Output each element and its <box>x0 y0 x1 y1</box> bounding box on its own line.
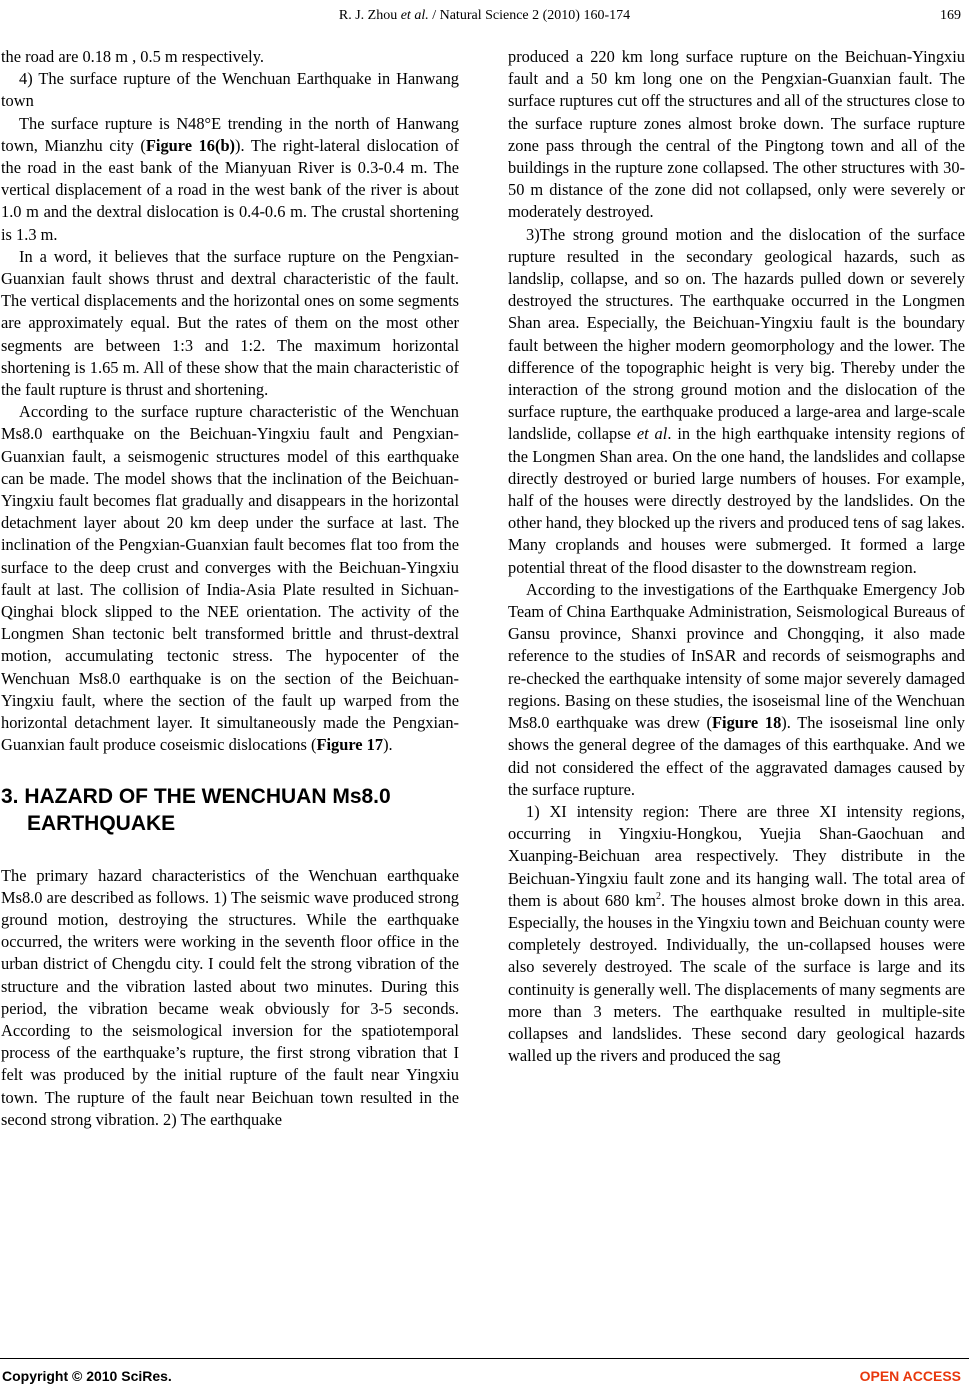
running-title-et-al: et al. <box>400 8 429 23</box>
text-run: 3)The strong ground motion and the dislocation of the surface rupture resulted in the secondary geological hazards, such as landslip, collapse, and so on. The hazards pulled down or severely destroyed the structures. The earthquake occurred in the Longmen Shan area. Especially, the Beichuan-Yingxiu fault is the boundary fault between the higher modern geomorphology and the lower. The difference of the topographic height is very big. Thereby under the interaction of the strong ground motion and the dislocation of the surface rupture, the earthquake produced a large-area and large-scale landslide, collapse <box>508 224 965 444</box>
paragraph <box>508 224 965 579</box>
paragraph: produced a 220 km long surface rupture on the Beichuan-Yingxiu fault and a 50 km long one on the Pengxian-Guanxian fault. The surface ruptures cut off the structures and all of the structures close to the surface rupture zones almost broke down. The surface rupture zone pass through the central of the Pingtong town and all of the buildings in the rupture zone collapsed. The other structures with 30-50 m distance of the zone did not collapsed, only were severely or moderately destroyed. <box>508 47 965 222</box>
text-run: The surface rupture is N48°E trending in the north of Hanwang town, Mianzhu city ( <box>1 113 459 155</box>
text-run: . in the high earthquake intensity regions of the Longmen Shan area. On the one hand, the landslides and collapse directly destroyed or buried large numbers of houses. For example, half of the houses were directly destroyed by the landslides. On the other hand, they blocked up the rivers and produced tens of sag lakes. Many croplands and houses were submerged. It formed a large potential threat of the flood disaster to the downstream region. <box>508 424 965 577</box>
page-number: 169 <box>940 8 961 23</box>
figure-reference: Figure 16(b) <box>145 135 236 155</box>
text-run: According to the investigations of the Earthquake Emergency Job Team of China Earthquake Administration, Seismological Bureaus of Gansu province, Shanxi province and Chongqing, it also made reference to the studies of InSAR and records of seismographs and re-checked the earthquake intensity of some major severely damaged regions. Basing on these studies, the isoseismal line of the Wenchuan Ms8.0 earthquake was drew ( <box>508 579 965 733</box>
paragraph <box>508 801 965 1067</box>
right-column <box>508 46 965 1067</box>
section-heading: 3. HAZARD OF THE WENCHUAN Ms8.0 EARTHQUAKE <box>1 784 391 835</box>
paragraph: the road are 0.18 m , 0.5 m respectively. <box>1 47 264 66</box>
paragraph: The primary hazard characteristics of the Wenchuan earthquake Ms8.0 are described as follows. 1) The seismic wave produced strong ground motion, destroying the structures. While the earthquake occurred, the writers were working in the seventh floor office in the urban district of Chengdu city. I could felt the strong vibration of the structure and the vibration lasted about two minutes. During this period, the vibration became weak obviously for 3-5 seconds. According to the seismological inversion for the spatiotemporal process of the earthquake’s rupture, the first strong vibration that I felt was produced by the initial rupture of the fault near Yingxiu town. The rupture of the fault near Beichuan town resulted in the second strong vibration. 2) The earthquake <box>1 865 459 1129</box>
superscript: 2 <box>656 890 662 902</box>
page-footer <box>0 1358 969 1388</box>
running-header <box>0 6 969 26</box>
text-run: . The houses almost broke down in this area. Especially, the houses in the Yingxiu town and Beichuan county were completely destroyed. Individually, the un-collapsed houses were also severely destroyed. The scale of the surface is large and its continuity is generally well. The displacements of many segments are more than 3 meters. The earthquake resulted in multiple-site collapses and landslides. These second dary geological hazards walled up the rivers and produced the sag <box>508 890 965 1066</box>
text-run: ). <box>383 735 393 755</box>
text-run: 1) XI intensity region: There are three XI intensity regions, occurring in Yingxiu-Hongkou, Yuejia Shan-Gaochuan and Xuanping-Beichuan area respectively. They distribute in the Beichuan-Yingxiu fault zone and its hanging wall. The total area of them is about 680 km <box>508 801 965 910</box>
paragraph <box>1 401 459 756</box>
running-title-authors: R. J. Zhou <box>338 8 401 23</box>
paragraph: In a word, it believes that the surface rupture on the Pengxian-Guanxian fault shows thrust and dextral characteristic of the fault. The vertical displacements and the horizontal ones on some segments are approximately equal. But the rates of them on the most other segments are between 1:3 and 1:2. The maximum horizontal shortening is 1.65 m. All of these show that the main characteristic of the fault rupture is thrust and shortening. <box>1 246 459 400</box>
footer-rule <box>0 1358 969 1359</box>
text-run: ). The right-lateral dislocation of the road in the east bank of the Mianyuan River is 0.3-0.4 m. The vertical displacement of a road in the west bank of the river is about 1.0 m and the dextral dislocation is 0.4-0.6 m. The crustal shortening is 1.3 m. <box>1 135 459 244</box>
left-column <box>1 46 459 1131</box>
figure-reference: Figure 17 <box>316 735 384 755</box>
text-run: According to the surface rupture characteristic of the Wenchuan Ms8.0 earthquake on the Beichuan-Yingxiu fault and Pengxian-Guanxian fault, a seismogenic structures model of this earthquake can be made. The model shows that the inclination of the Beichuan-Yingxiu fault becomes flat gradually and disappears in the horizontal detachment layer about 20 km deep under the surface at last. The inclination of the Pengxian-Guanxian fault becomes flat too from the surface to the deep crust and converges with the Beichuan-Yingxiu fault at last. The collision of India-Asia Plate resulted in Sichuan-Qinghai block slipped to the NEE orientation. The activity of the Longmen Shan tectonic belt transformed brittle and thrust-dextral motion, accumulating tectonic stress. The hypocenter of the Wenchuan Ms8.0 earthquake is on the section of the Beichuan-Yingxiu fault, where the section of the fault up warped from the horizontal detachment layer. It simultaneously made the Pengxian-Guanxian fault produce coseismic dislocations ( <box>1 402 459 755</box>
running-title-journal: / Natural Science 2 (2010) 160-174 <box>428 8 631 23</box>
italic-text: et al <box>636 424 668 444</box>
subsection-heading: 4) The surface rupture of the Wenchuan Earthquake in Hanwang town <box>1 69 459 111</box>
figure-reference: Figure 18 <box>712 713 782 733</box>
paragraph <box>508 579 965 801</box>
text-run: ). The isoseismal line only shows the general degree of the damages of this earthquake. And we did not considered the effect of the aggravated damages caused by the surface rupture. <box>508 713 965 799</box>
open-access-label: OPEN ACCESS <box>859 1368 961 1384</box>
running-title <box>0 6 969 26</box>
paragraph <box>1 113 459 246</box>
copyright-notice: Copyright © 2010 SciRes. <box>2 1368 172 1384</box>
